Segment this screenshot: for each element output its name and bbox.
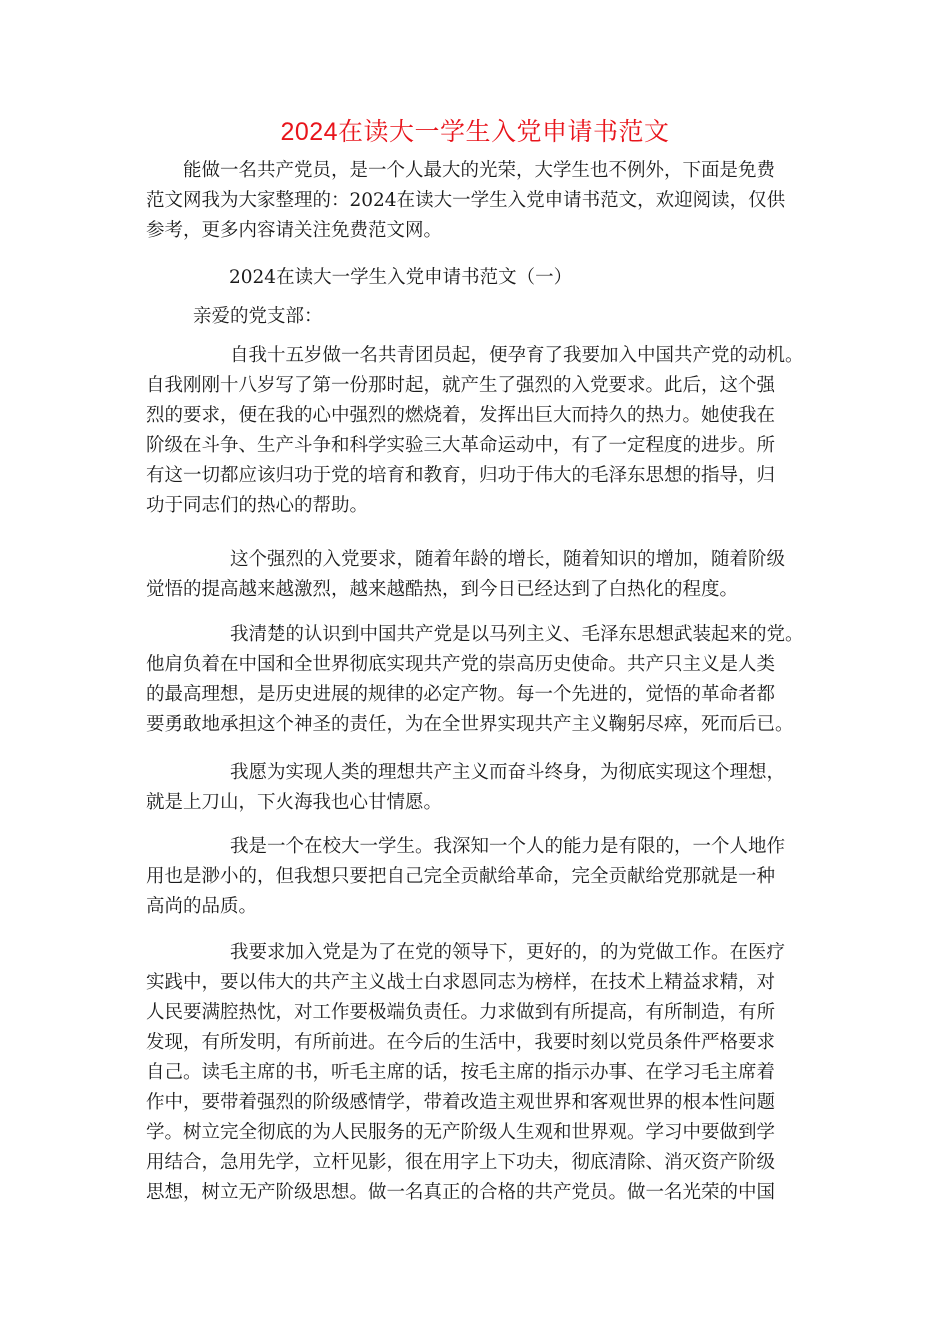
text-line: 作中，要带着强烈的阶级感情学，带着改造主观世界和客观世界的根本性问题 [146, 1092, 776, 1113]
text-line: 觉悟的提高越来越激烈，越来越酷热，到今日已经达到了白热化的程度。 [146, 579, 739, 600]
text-line: 要勇敢地承担这个神圣的责任，为在全世界实现共产主义鞠躬尽瘁，死而后已。 [146, 714, 794, 735]
salutation [193, 302, 323, 332]
text-line: 参考，更多内容请关注免费范文网。 [146, 220, 443, 241]
section-subtitle [229, 263, 572, 293]
text-line: 思想，树立无产阶级思想。做一名真正的合格的共产党员。做一名光荣的中国 [146, 1182, 776, 1203]
text-line: 范文网我为大家整理的：2024在读大一学生入党申请书范文，欢迎阅读，仅供 [146, 190, 786, 211]
text-line: 的最高理想，是历史进展的规律的必定产物。每一个先进的，觉悟的革命者都 [146, 684, 776, 705]
text-line: 人民要满腔热忱，对工作要极端负责任。力求做到有所提高，有所制造，有所 [146, 1002, 776, 1023]
text-line: 我愿为实现人类的理想共产主义而奋斗终身，为彻底实现这个理想， [230, 762, 786, 783]
text-line: 2024在读大一学生入党申请书范文（一） [229, 267, 573, 288]
document-title: 2024在读大一学生入党申请书范文 [280, 118, 670, 146]
text-line: 能做一名共产党员，是一个人最大的光荣，大学生也不例外，下面是免费 [183, 160, 776, 181]
body-paragraph-3 [146, 620, 804, 740]
body-paragraph-4 [146, 758, 785, 818]
text-line: 我要求加入党是为了在党的领导下，更好的，的为党做工作。在医疗 [230, 942, 786, 963]
text-line: 自我刚刚十八岁写了第一份那时起，就产生了强烈的入党要求。此后，这个强 [146, 375, 776, 396]
text-line: 就是上刀山，下火海我也心甘情愿。 [146, 792, 443, 813]
body-paragraph-1 [146, 341, 804, 521]
text-line: 这个强烈的入党要求，随着年龄的增长，随着知识的增加，随着阶级 [230, 549, 786, 570]
text-line: 实践中，要以伟大的共产主义战士白求恩同志为榜样，在技术上精益求精，对 [146, 972, 776, 993]
text-line: 阶级在斗争、生产斗争和科学实验三大革命运动中，有了一定程度的进步。所 [146, 435, 776, 456]
body-paragraph-2 [146, 545, 785, 605]
text-line: 我清楚的认识到中国共产党是以马列主义、毛泽东思想武装起来的党。 [230, 624, 804, 645]
text-line: 功于同志们的热心的帮助。 [146, 495, 369, 516]
text-line: 高尚的品质。 [146, 896, 258, 917]
body-paragraph-6 [146, 938, 785, 1208]
text-line: 发现，有所发明，有所前进。在今后的生活中，我要时刻以党员条件严格要求 [146, 1032, 776, 1053]
text-line: 用结合，急用先学，立杆见影，很在用字上下功夫，彻底清除、消灭资产阶级 [146, 1152, 776, 1173]
text-line: 自我十五岁做一名共青团员起，便孕育了我要加入中国共产党的动机。 [230, 345, 804, 366]
text-line: 用也是渺小的，但我想只要把自己完全贡献给革命，完全贡献给党那就是一种 [146, 866, 776, 887]
body-paragraph-5 [146, 832, 785, 922]
text-line: 我是一个在校大一学生。我深知一个人的能力是有限的，一个人地作 [230, 836, 786, 857]
intro-paragraph [146, 156, 785, 246]
text-line: 自己。读毛主席的书，听毛主席的话，按毛主席的指示办事、在学习毛主席着 [146, 1062, 776, 1083]
text-line: 有这一切都应该归功于党的培育和教育，归功于伟大的毛泽东思想的指导，归 [146, 465, 776, 486]
text-line: 他肩负着在中国和全世界彻底实现共产党的崇高历史使命。共产只主义是人类 [146, 654, 776, 675]
text-line: 亲爱的党支部： [193, 306, 323, 327]
text-line: 烈的要求，便在我的心中强烈的燃烧着，发挥出巨大而持久的热力。她使我在 [146, 405, 776, 426]
text-line: 学。树立完全彻底的为人民服务的无产阶级人生观和世界观。学习中要做到学 [146, 1122, 776, 1143]
